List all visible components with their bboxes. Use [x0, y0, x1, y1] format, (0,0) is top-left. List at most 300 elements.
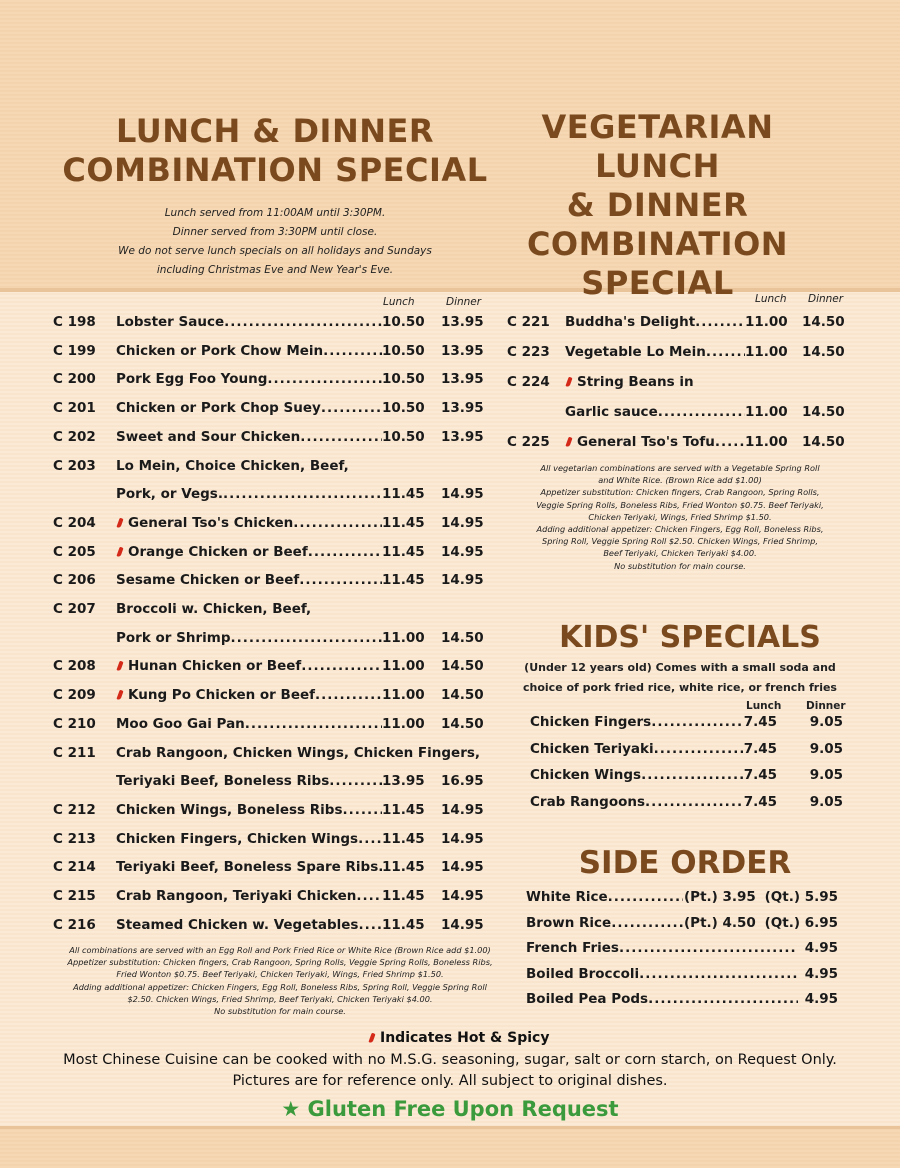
item-name — [116, 684, 315, 706]
item-name-wrap — [530, 764, 743, 786]
kids-desc-line: (Under 12 years old) Comes with a small soda and — [524, 661, 836, 674]
note-line: Beef Teriyaki, Chicken Teriyaki $4.00. — [603, 548, 757, 559]
menu-item-row — [53, 627, 483, 649]
item-dinner-price: 14.50 — [441, 687, 484, 704]
note-line: $2.50. Chicken Wings, Fried Shrimp, Beef Teriyaki, Chicken Teriyaki $4.00. — [127, 993, 433, 1004]
item-name-text: General Tso's Chicken — [128, 514, 294, 531]
dot-leader — [695, 311, 745, 333]
item-dinner-price: 13.95 — [441, 428, 484, 445]
item-name-text: Pork, or Vegs. — [116, 486, 223, 503]
item-name-wrap — [116, 598, 483, 620]
item-lunch-price: 11.45 — [382, 543, 425, 560]
item-code: C 224 — [507, 374, 550, 390]
item-name-text: Teriyaki Beef, Boneless Spare Ribs — [116, 859, 379, 876]
kids-description — [520, 658, 840, 698]
legend-text: Indicates Hot & Spicy — [380, 1030, 550, 1046]
menu-item-row — [507, 311, 844, 333]
menu-item-row — [53, 340, 483, 362]
item-name — [116, 311, 224, 333]
dot-leader — [658, 401, 745, 423]
item-name-wrap — [565, 311, 745, 333]
item-name-text: Kung Po Chicken or Beef — [128, 687, 316, 704]
item-name — [565, 401, 658, 423]
note-line: Chicken Teriyaki, Wings, Fried Shrimp $1.50. — [588, 511, 772, 522]
item-lunch-price: 10.50 — [382, 428, 425, 445]
item-dinner-price: 14.50 — [802, 434, 845, 450]
item-name-text: Crab Rangoon, Teriyaki Chicken — [116, 888, 357, 904]
chili-pepper-icon — [116, 690, 123, 701]
item-name-wrap — [116, 541, 382, 563]
veg-title-line: & DINNER — [566, 186, 749, 225]
item-lunch-price: 7.45 — [743, 714, 777, 730]
menu-item-row — [53, 770, 483, 792]
combo-title — [60, 112, 490, 190]
menu-item-row — [526, 963, 838, 985]
dot-leader — [293, 512, 382, 534]
item-lunch-price: 11.45 — [382, 572, 425, 589]
item-quart-price: (Qt.) 6.95 — [764, 914, 838, 931]
item-name-wrap — [116, 684, 382, 706]
item-name — [116, 856, 378, 878]
item-lunch-price: 11.00 — [382, 629, 425, 646]
item-name — [116, 799, 343, 821]
item-dinner-price: 14.95 — [441, 888, 484, 904]
item-name-wrap — [116, 569, 382, 591]
veg-dinner-header: Dinner — [808, 293, 844, 305]
item-dinner-price: 14.95 — [441, 830, 484, 847]
chili-pepper-icon — [116, 661, 123, 672]
chili-pepper-icon — [116, 518, 123, 529]
dot-leader — [299, 569, 382, 591]
item-name-wrap — [116, 828, 382, 850]
item-name-wrap — [526, 912, 683, 934]
item-dinner-price: 13.95 — [441, 371, 484, 388]
note-line: Fried Wonton $0.75. Beef Teriyaki, Chicken Teriyaki, Wings, Fried Shrimp $1.50. — [116, 969, 444, 980]
item-lunch-price: 7.45 — [743, 793, 777, 810]
note-line: Adding additional appetizer: Chicken Fingers, Egg Roll, Boneless Ribs, — [536, 524, 824, 535]
item-name — [116, 828, 358, 850]
item-lunch-price: 10.50 — [382, 342, 425, 359]
item-lunch-price: 11.45 — [382, 859, 425, 876]
item-lunch-price: 11.45 — [382, 916, 425, 933]
item-code: C 204 — [53, 514, 96, 531]
item-name-text: Chicken or Pork Chop Suey — [116, 400, 321, 417]
dot-leader — [645, 791, 743, 813]
menu-item-row — [53, 856, 483, 878]
item-lunch-price: 11.45 — [382, 514, 425, 531]
combo-title-line: COMBINATION SPECIAL — [62, 151, 488, 190]
item-dinner-price: 14.50 — [441, 715, 484, 732]
item-lunch-price: 11.45 — [382, 486, 425, 503]
menu-item-row — [526, 886, 838, 908]
item-name — [116, 340, 323, 362]
item-name-text: Chicken Wings, Boneless Ribs — [116, 801, 343, 818]
item-code: C 199 — [53, 342, 96, 359]
item-code: C 205 — [53, 543, 96, 560]
note-line: All vegetarian combinations are served with a Vegetable Spring Roll — [540, 463, 820, 473]
item-code: C 221 — [507, 314, 550, 330]
item-lunch-price: 11.45 — [382, 801, 425, 818]
chili-pepper-icon — [368, 1033, 375, 1044]
item-dinner-price: 14.50 — [802, 314, 845, 330]
item-code: C 202 — [53, 428, 96, 445]
item-dinner-price: 13.95 — [441, 400, 484, 417]
menu-item-row — [53, 569, 483, 591]
dot-leader — [608, 886, 683, 908]
item-code: C 216 — [53, 916, 96, 933]
item-lunch-price: 11.45 — [382, 830, 425, 847]
menu-item-row — [530, 791, 843, 813]
item-name — [116, 426, 300, 448]
item-dinner-price: 14.95 — [441, 859, 484, 876]
item-quart-price: 4.95 — [804, 965, 838, 982]
menu-item-row — [53, 311, 483, 333]
menu-item-row — [530, 738, 843, 760]
item-name-text: Pork Egg Foo Young — [116, 371, 268, 388]
item-lunch-price: 11.00 — [382, 658, 425, 675]
item-name-wrap — [116, 627, 382, 649]
item-code: C 208 — [53, 658, 96, 675]
item-name-text: Broccoli w. Chicken, Beef, — [116, 601, 312, 617]
item-name-wrap — [116, 512, 382, 534]
item-dinner-price: 9.05 — [809, 714, 843, 730]
item-code: C 206 — [53, 572, 96, 589]
item-name: Boiled Broccoli — [526, 965, 640, 982]
note-line: Veggie Spring Rolls, Boneless Ribs, Fried Wonton $0.75. Beef Teriyaki, — [536, 499, 824, 510]
item-name — [565, 431, 715, 453]
item-dinner-price: 13.95 — [441, 314, 484, 330]
combo-title-line: LUNCH & DINNER — [116, 112, 434, 150]
item-name — [116, 598, 311, 620]
item-name-text: Buddha's Delight — [565, 314, 696, 330]
item-lunch-price: 10.50 — [382, 371, 425, 388]
item-code: C 203 — [53, 457, 96, 474]
menu-item-row — [53, 799, 483, 821]
note-line: Appetizer substitution: Chicken fingers, Crab Rangoon, Spring Rolls, Veggie Spring Rolls, Boneless Ribs, — [67, 957, 493, 968]
item-name — [565, 371, 694, 393]
item-name-text: String Beans in — [577, 374, 694, 390]
dot-leader — [654, 738, 743, 760]
item-name-wrap — [116, 655, 382, 677]
dot-leader — [358, 828, 382, 850]
item-name — [565, 311, 695, 333]
hours-line: Lunch served from 11:00AM until 3:30PM. — [164, 207, 386, 219]
item-name-wrap — [116, 340, 382, 362]
item-name — [116, 770, 329, 792]
hours-line: We do not serve lunch specials on all holidays and Sundays — [118, 245, 432, 257]
hours-line: Dinner served from 3:30PM until close. — [172, 226, 378, 238]
menu-item-row — [526, 912, 838, 934]
item-lunch-price: 11.00 — [745, 314, 788, 330]
menu-item-row — [526, 937, 838, 959]
item-lunch-price: 7.45 — [743, 767, 777, 783]
item-name-wrap — [526, 886, 683, 908]
menu-item-row — [53, 426, 483, 448]
menu-item-row — [507, 431, 844, 453]
menu-item-row — [53, 483, 483, 505]
item-name-wrap — [530, 738, 743, 760]
item-lunch-price: 11.00 — [745, 344, 788, 360]
item-name — [116, 742, 480, 764]
dot-leader — [321, 397, 382, 419]
item-code: C 210 — [53, 715, 96, 732]
item-name-wrap — [116, 455, 483, 477]
combo-lunch-header: Lunch — [383, 296, 415, 308]
item-dinner-price: 16.95 — [441, 773, 484, 790]
item-lunch-price: 11.00 — [382, 715, 425, 732]
item-name-wrap — [116, 426, 382, 448]
note-line: Adding additional appetizer: Chicken Fingers, Egg Roll, Boneless Ribs, Spring Roll, Veggie Spring Roll — [73, 981, 487, 992]
item-name-wrap — [116, 713, 382, 735]
note-line: Appetizer substitution: Chicken fingers, Crab Rangoon, Spring Rolls, — [540, 487, 820, 498]
item-dinner-price: 14.50 — [802, 404, 845, 420]
hours-line: including Christmas Eve and New Year's Eve. — [156, 264, 394, 276]
item-name: Chicken Fingers — [530, 714, 652, 730]
menu-item-row — [507, 401, 844, 423]
item-name-wrap — [116, 856, 382, 878]
item-lunch-price: 10.50 — [382, 314, 425, 330]
item-name: French Fries — [526, 940, 619, 956]
veg-notes — [505, 462, 855, 572]
item-code: C 207 — [53, 601, 96, 617]
combo-dinner-header: Dinner — [446, 296, 482, 308]
item-name-text: Lo Mein, Choice Chicken, Beef, — [116, 457, 349, 474]
item-name — [116, 713, 245, 735]
hours-info — [100, 204, 450, 280]
item-name-text: Sesame Chicken or Beef — [116, 572, 300, 589]
item-name: Brown Rice — [526, 914, 612, 931]
item-code: C 209 — [53, 687, 96, 704]
item-name-text: Orange Chicken or Beef — [128, 543, 308, 560]
msg-notice: Most Chinese Cuisine can be cooked with no M.S.G. seasoning, sugar, salt or corn starch, on Request Only. — [63, 1052, 837, 1068]
item-code: C 201 — [53, 400, 96, 417]
item-name-text: General Tso's Tofu — [577, 434, 715, 450]
combo-notes — [40, 944, 520, 1017]
chili-pepper-icon — [565, 377, 572, 388]
item-dinner-price: 14.50 — [802, 344, 845, 360]
side-title: SIDE ORDER — [578, 845, 792, 881]
item-lunch-price: 10.50 — [382, 400, 425, 417]
dot-leader — [267, 368, 382, 390]
menu-item-row — [53, 684, 483, 706]
item-dinner-price: 9.05 — [809, 767, 843, 783]
note-line: No substitution for main course. — [214, 1006, 346, 1017]
note-line: No substitution for main course. — [614, 560, 746, 571]
item-name-text: Lobster Sauce — [116, 314, 225, 330]
item-name-wrap — [116, 311, 382, 333]
dot-leader — [343, 799, 383, 821]
item-dinner-price: 14.50 — [441, 629, 484, 646]
item-code: C 212 — [53, 801, 96, 818]
item-code: C 200 — [53, 371, 96, 388]
item-name-text: Chicken or Pork Chow Mein — [116, 342, 324, 359]
gluten-free-text: Gluten Free Upon Request — [307, 1097, 619, 1121]
menu-item-row — [53, 541, 483, 563]
item-name-wrap — [116, 483, 382, 505]
item-name-wrap — [116, 742, 483, 764]
dot-leader — [301, 655, 382, 677]
dot-leader — [356, 885, 382, 907]
item-name — [116, 655, 301, 677]
menu-item-row — [53, 455, 483, 477]
item-name — [116, 455, 349, 477]
item-quart-price: (Qt.) 5.95 — [764, 889, 838, 905]
menu-item-row — [53, 397, 483, 419]
gluten-free-notice — [0, 1097, 900, 1121]
kids-lunch-header: Lunch — [746, 700, 782, 712]
menu-item-row — [53, 598, 483, 620]
dot-leader — [706, 341, 745, 363]
dot-leader — [224, 311, 382, 333]
dot-leader — [308, 541, 382, 563]
menu-item-row — [53, 828, 483, 850]
menu-item-row — [53, 655, 483, 677]
dot-leader — [715, 431, 745, 453]
item-name-wrap — [565, 431, 745, 453]
item-code: C 211 — [53, 744, 96, 761]
star-icon: ★ — [281, 1097, 301, 1121]
item-code: C 215 — [53, 888, 96, 904]
item-dinner-price: 14.95 — [441, 514, 484, 531]
item-name-wrap — [116, 914, 382, 936]
dot-leader — [231, 627, 383, 649]
item-dinner-price: 14.95 — [441, 486, 484, 503]
item-name-text: Sweet and Sour Chicken — [116, 428, 301, 445]
note-line: All combinations are served with an Egg Roll and Pork Fried Rice or White Rice (Brown Rice add $1.00) — [69, 945, 491, 955]
item-dinner-price: 9.05 — [809, 793, 843, 810]
veg-lunch-header: Lunch — [755, 293, 787, 305]
item-name-text: Pork or Shrimp — [116, 629, 231, 646]
item-name-wrap — [116, 397, 382, 419]
item-name — [565, 341, 706, 363]
dot-leader — [611, 912, 683, 934]
picture-notice: Pictures are for reference only. All subject to original dishes. — [232, 1073, 668, 1089]
chili-pepper-icon — [565, 437, 572, 448]
item-name-wrap — [530, 791, 743, 813]
item-name-wrap — [565, 401, 745, 423]
dot-leader — [651, 711, 743, 733]
footer-band — [0, 1126, 900, 1168]
item-name — [116, 569, 299, 591]
veg-title-line: SPECIAL — [581, 264, 734, 303]
item-code: C 225 — [507, 434, 550, 450]
kids-dinner-header: Dinner — [806, 700, 846, 712]
dot-leader — [641, 764, 743, 786]
dot-leader — [329, 770, 382, 792]
item-name — [116, 885, 356, 907]
item-name — [116, 368, 267, 390]
dot-leader — [223, 483, 382, 505]
item-code: C 213 — [53, 830, 96, 847]
item-name: Chicken Teriyaki — [530, 740, 654, 757]
spicy-legend — [368, 1030, 549, 1046]
dot-leader — [315, 684, 382, 706]
note-line: and White Rice. (Brown Rice add $1.00) — [598, 475, 762, 486]
item-name-wrap — [565, 341, 745, 363]
item-name: Crab Rangoons — [530, 793, 646, 810]
item-dinner-price: 9.05 — [809, 740, 843, 757]
dot-leader — [245, 713, 382, 735]
menu-item-row — [530, 711, 843, 733]
chili-pepper-icon — [116, 546, 123, 557]
item-lunch-price: 11.00 — [382, 687, 425, 704]
item-dinner-price: 14.50 — [441, 658, 484, 675]
item-name-text: Chicken Fingers, Chicken Wings — [116, 830, 359, 847]
item-name-text: Vegetable Lo Mein — [565, 344, 706, 360]
item-pint-price: (Pt.) 3.95 — [684, 889, 756, 905]
item-quart-price: 4.95 — [804, 940, 838, 956]
item-pint-price: (Pt.) 4.50 — [684, 914, 756, 931]
item-name — [116, 627, 231, 649]
item-dinner-price: 14.95 — [441, 916, 484, 933]
item-name-wrap — [530, 711, 743, 733]
item-lunch-price: 11.00 — [745, 434, 788, 450]
menu-item-row — [53, 368, 483, 390]
veg-title-line: COMBINATION — [526, 225, 789, 264]
note-line: Spring Roll, Veggie Spring Roll $2.50. Chicken Wings, Fried Shrimp, — [542, 536, 818, 547]
menu-item-row — [53, 713, 483, 735]
item-name-text: Crab Rangoon, Chicken Wings, Chicken Fingers, — [116, 744, 481, 761]
item-name-wrap — [565, 371, 844, 393]
item-dinner-price: 13.95 — [441, 342, 484, 359]
item-lunch-price: 11.45 — [382, 888, 425, 904]
item-name — [116, 541, 308, 563]
item-name-text: Garlic sauce — [565, 404, 658, 420]
item-code: C 223 — [507, 344, 550, 360]
item-name-wrap — [116, 368, 382, 390]
item-name-wrap — [116, 770, 382, 792]
dot-leader — [358, 914, 382, 936]
item-name — [116, 914, 358, 936]
item-code: C 214 — [53, 859, 96, 876]
item-name-wrap — [116, 799, 382, 821]
item-dinner-price: 14.95 — [441, 543, 484, 560]
kids-title: KIDS' SPECIALS — [559, 620, 821, 655]
dot-leader — [300, 426, 382, 448]
menu-item-row — [507, 371, 844, 393]
dot-leader — [323, 340, 382, 362]
item-dinner-price: 14.95 — [441, 572, 484, 589]
item-lunch-price: 13.95 — [382, 773, 425, 790]
item-name — [116, 483, 223, 505]
menu-item-row — [53, 512, 483, 534]
menu-item-row — [526, 988, 838, 1010]
item-lunch-price: 7.45 — [743, 740, 777, 757]
veg-title — [480, 108, 835, 303]
item-name: Boiled Pea Pods — [526, 991, 649, 1007]
item-name-text: Steamed Chicken w. Vegetables — [116, 916, 359, 933]
item-name-text: Teriyaki Beef, Boneless Ribs — [116, 773, 330, 790]
menu-item-row — [507, 341, 844, 363]
item-name-wrap — [116, 885, 382, 907]
menu-item-row — [530, 764, 843, 786]
kids-desc-line: choice of pork fried rice, white rice, or french fries — [523, 681, 837, 694]
item-name: White Rice — [526, 889, 608, 905]
item-name — [116, 512, 293, 534]
item-name-text: Moo Goo Gai Pan — [116, 715, 245, 732]
menu-item-row — [53, 914, 483, 936]
item-lunch-price: 11.00 — [745, 404, 788, 420]
item-name: Chicken Wings — [530, 767, 642, 783]
item-name-text: Hunan Chicken or Beef — [128, 658, 302, 675]
menu-item-row — [53, 885, 483, 907]
item-quart-price: 4.95 — [804, 991, 838, 1007]
menu-item-row — [53, 742, 483, 764]
item-code: C 198 — [53, 314, 96, 330]
veg-title-line: VEGETARIAN LUNCH — [541, 108, 774, 186]
item-dinner-price: 14.95 — [441, 801, 484, 818]
item-name — [116, 397, 321, 419]
